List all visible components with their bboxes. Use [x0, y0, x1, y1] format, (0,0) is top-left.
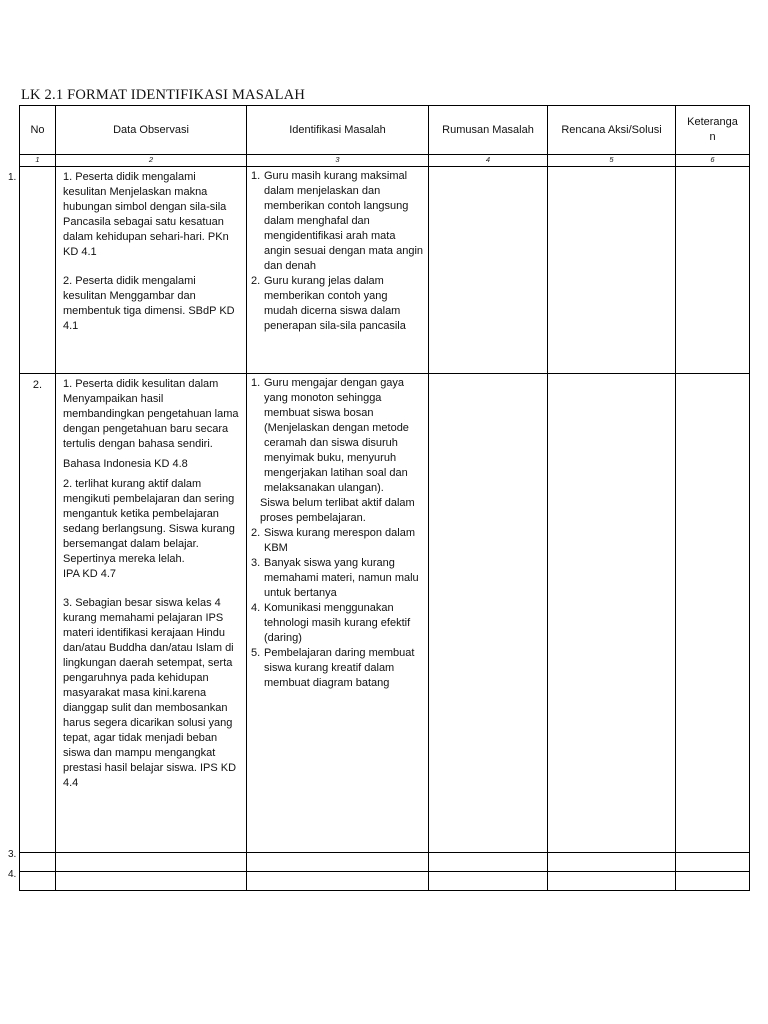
table-row — [20, 872, 750, 891]
column-number-3: 3 — [247, 155, 429, 167]
observasi-item: Sepertinya mereka lelah. — [63, 553, 185, 565]
identifikasi-item: 4. Komunikasi menggunakan tehnologi masih kurang efektif (daring) — [251, 602, 411, 644]
table-row — [20, 167, 750, 374]
observasi-item: 1. Peserta didik mengalami kesulitan Menjelaskan makna hubungan simbol dengan sila-sila Pancasila sebagai satu kesatuan dalam kehidupan sehari-hari. PKn KD 4.1 — [63, 171, 229, 258]
observasi-cell — [56, 374, 247, 853]
header-keterangan — [676, 106, 750, 155]
header-rumusan-masalah: Rumusan Masalah — [429, 106, 548, 155]
keterangan-cell — [676, 872, 750, 891]
rencana-cell — [548, 872, 676, 891]
identifikasi-item: 3. Banyak siswa yang kurang memahami materi, namun malu untuk bertanya — [251, 557, 419, 599]
problem-identification-table — [19, 105, 750, 891]
row-no-cell — [20, 167, 56, 374]
header-keterangan-part-1: Keterangа — [687, 116, 738, 128]
rencana-cell — [548, 167, 676, 374]
header-data-observasi: Data Observasi — [56, 106, 247, 155]
identifikasi-item: 1. Guru masih kurang maksimal dalam menjelaskan dan memberikan contoh langsung dalam menghafal dan mengidentifikasi arah mata angin sesuai dengan mata angin dan denah — [251, 170, 424, 272]
rencana-cell — [548, 374, 676, 853]
column-number-1: 1 — [20, 155, 56, 167]
column-number-6: 6 — [676, 155, 750, 167]
identifikasi-item: Siswa belum terlibat aktif dalam proses pembelajaran. — [260, 497, 415, 524]
identifikasi-cell — [247, 872, 429, 891]
rumusan-cell — [429, 872, 548, 891]
table-row — [20, 374, 750, 853]
observasi-item: 2. Peserta didik mengalami kesulitan Menggambar dan membentuk tiga dimensi. SBdP KD 4.1 — [63, 275, 235, 332]
identifikasi-item: 2. Guru kurang jelas dalam memberikan contoh yang mudah dicerna siswa dalam penerapan sila-sila pancasila — [251, 275, 406, 332]
identifikasi-cell — [247, 374, 429, 853]
observasi-item: 3. Sebagian besar siswa kelas 4 kurang memahami pelajaran IPS materi identifikasi kerajaan Hindu dan/atau Buddha dan/atau Islam di lingkungan daerah setempat, serta pengaruhnya pada kehidupan masyarakat masa kini.karena dianggap sulit dan membosankan harus segera dicarikan solusi yang tepat, agar tidak menjadi beban siswa dan mampu mengangkat prestasi hasil belajar siswa. IPS KD 4.4 — [63, 597, 237, 789]
row-no-cell — [20, 872, 56, 891]
column-number-2: 2 — [56, 155, 247, 167]
identifikasi-cell — [247, 853, 429, 872]
rumusan-cell — [429, 167, 548, 374]
header-row — [20, 106, 750, 155]
header-keterangan-part-2: n — [709, 131, 716, 143]
observasi-item: 1. Peserta didik kesulitan dalam Menyampaikan hasil membandingkan pengetahuan lama dengan pengetahuan baru secara tertulis dengan bahasa sendiri. — [63, 378, 239, 450]
column-number-5: 5 — [548, 155, 676, 167]
identifikasi-item: 2. Siswa kurang merespon dalam KBM — [251, 527, 416, 554]
observasi-item: Bahasa Indonesia KD 4.8 — [63, 458, 188, 470]
header-no: No — [20, 106, 56, 155]
keterangan-cell — [676, 853, 750, 872]
observasi-item: IPA KD 4.7 — [63, 568, 116, 580]
rencana-cell — [548, 853, 676, 872]
row-no-cell — [20, 853, 56, 872]
identifikasi-cell — [247, 167, 429, 374]
rumusan-cell — [429, 853, 548, 872]
observasi-cell — [56, 167, 247, 374]
row-no-cell: 2. — [20, 374, 56, 853]
column-number-4: 4 — [429, 155, 548, 167]
page-title: LK 2.1 FORMAT IDENTIFIKASI MASALAH — [21, 87, 306, 103]
row-marker-3: 3. — [8, 849, 17, 860]
keterangan-cell — [676, 374, 750, 853]
table-row — [20, 853, 750, 872]
observasi-cell — [56, 853, 247, 872]
header-identifikasi-masalah: Identifikasi Masalah — [247, 106, 429, 155]
rumusan-cell — [429, 374, 548, 853]
row-marker-4: 4. — [8, 869, 17, 880]
column-number-row — [20, 155, 750, 167]
identifikasi-item: 5. Pembelajaran daring membuat siswa kurang kreatif dalam membuat diagram batang — [251, 647, 415, 689]
keterangan-cell — [676, 167, 750, 374]
identifikasi-item: 1. Guru mengajar dengan gaya yang monoton sehingga membuat siswa bosan (Menjelaskan dengan metode ceramah dan siswa disuruh menyimak buku, menyuruh mengerjakan latihan soal dan melaksanakan ulangan). — [251, 377, 409, 494]
row-marker-1: 1. — [8, 172, 17, 183]
header-rencana-aksi: Rencana Aksi/Solusi — [548, 106, 676, 155]
observasi-cell — [56, 872, 247, 891]
observasi-item: 2. terlihat kurang aktif dalam mengikuti pembelajaran dan sering mengantuk ketika pembelajaran sedang berlangsung. Siswa kurang bersemangat dalam belajar. — [63, 478, 235, 550]
